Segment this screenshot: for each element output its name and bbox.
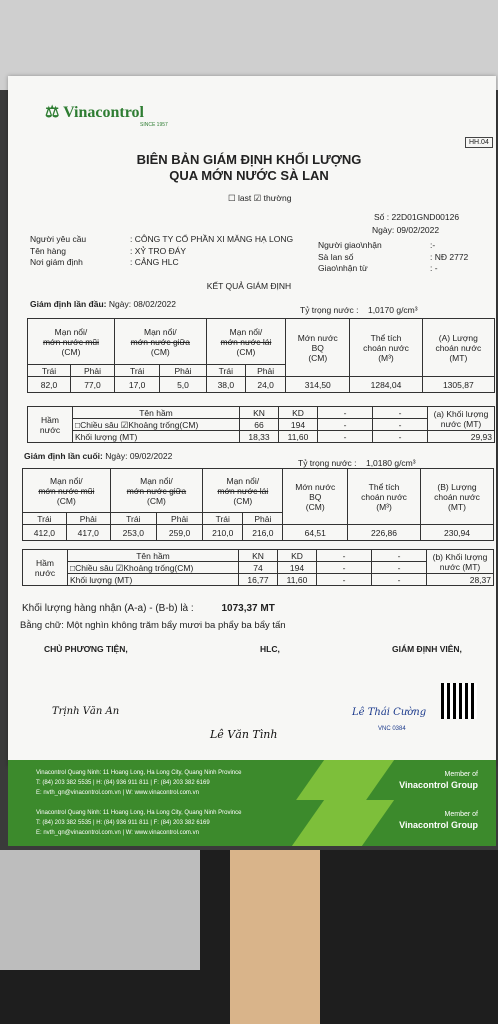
value-cell: 216,0 bbox=[243, 525, 283, 541]
value-cell: 210,0 bbox=[203, 525, 243, 541]
col-volume: Thể tích choán nước (M³) bbox=[350, 319, 422, 377]
value-cell: 77,0 bbox=[71, 377, 115, 393]
first-heading: Giám định lần đầu: Ngày: 08/02/2022 bbox=[30, 299, 176, 309]
form-code: HH.04 bbox=[465, 137, 493, 148]
col-bq: Mớn nước BQ (CM) bbox=[286, 319, 350, 377]
value-cell: 82,0 bbox=[28, 377, 71, 393]
first-density: Tỷ trọng nước : 1,0170 g/cm³ bbox=[300, 305, 418, 315]
value-cell: 64,51 bbox=[283, 525, 348, 541]
footer-member: Member of Vinacontrol Group bbox=[399, 771, 478, 790]
option-row: ☐ last ☑ thường bbox=[228, 193, 292, 203]
info-labels-right: Người giao\nhận Sà lan số Giao\nhận từ bbox=[318, 240, 382, 273]
depth-kn: 74 bbox=[239, 562, 278, 574]
weight-kd: 11,60 bbox=[279, 431, 318, 443]
hold-name-header: Tên hầm bbox=[73, 407, 240, 419]
cell-left: Trái bbox=[110, 513, 156, 525]
water-label: (a) Khối lượng nước (MT) bbox=[428, 407, 495, 431]
value-cell: 253,0 bbox=[110, 525, 156, 541]
footer-contact: Vinacontrol Quang Ninh: 11 Hoang Long, Ha Long City, Quang Ninh Province T: (84) 203 382 5535 | H: (84) 936 911 811 | F: (84) 203 382 6169 E: nvth_qn@vinacontrol.com.vn | W: www.vinacontrol.com.vn bbox=[36, 810, 242, 836]
col-aft: Mạn nổi/ mớn nước lái (CM) bbox=[203, 469, 283, 513]
background-floor bbox=[230, 850, 320, 1024]
footer-stripe bbox=[292, 800, 394, 846]
cell-right: Phải bbox=[66, 513, 110, 525]
dash-cell: - bbox=[372, 550, 427, 562]
cell-right: Phải bbox=[246, 365, 286, 377]
cell-right: Phải bbox=[156, 513, 202, 525]
dash-cell: - bbox=[318, 407, 373, 419]
doc-title-line1: BIÊN BẢN GIÁM ĐỊNH KHỐI LƯỢNG bbox=[136, 152, 362, 167]
result-heading: KẾT QUẢ GIÁM ĐỊNH bbox=[206, 281, 292, 291]
footer-band-2 bbox=[8, 800, 496, 846]
info-values: : CÔNG TY CỔ PHẦN XI MĂNG HẠ LONG : XỶ TRO ĐÁY : CẢNG HLC bbox=[130, 234, 294, 267]
checkbox-checked-icon: ☑ bbox=[253, 193, 262, 203]
value-cell: 38,0 bbox=[206, 377, 245, 393]
value-cell: 1305,87 bbox=[422, 377, 494, 393]
weight-label: Khối lượng (MT) bbox=[68, 574, 239, 586]
weight-kd: 11,60 bbox=[278, 574, 317, 586]
cell-right: Phải bbox=[160, 365, 206, 377]
value-cell: 417,0 bbox=[66, 525, 110, 541]
depth-label: □Chiều sâu ☑Khoảng trống(CM) bbox=[73, 419, 240, 431]
col-mid: Mạn nổi/ mớn nước giữa (CM) bbox=[114, 319, 206, 365]
depth-label: □Chiều sâu ☑Khoảng trống(CM) bbox=[68, 562, 239, 574]
inspector-signature: Lê Thái Cường bbox=[352, 707, 427, 718]
footer-contact: Vinacontrol Quang Ninh: 11 Hoang Long, Ha Long City, Quang Ninh Province T: (84) 203 382 5535 | H: (84) 936 911 811 | F: (84) 203 382 6169 E: nvth_qn@vinacontrol.com.vn | W: www.vinacontrol.com.vn bbox=[36, 770, 242, 796]
first-hold-table bbox=[27, 406, 495, 443]
value-cell: 5,0 bbox=[160, 377, 206, 393]
weight-kn: 16,77 bbox=[239, 574, 278, 586]
company-logo: ⚖ Vinacontrol bbox=[45, 104, 144, 121]
dash-cell: - bbox=[318, 431, 373, 443]
cell-right: Phải bbox=[243, 513, 283, 525]
qr-code-icon bbox=[441, 683, 477, 719]
logo-since: SINCE 1957 bbox=[140, 122, 168, 128]
weight-kn: 18,33 bbox=[240, 431, 279, 443]
owner-signature: Trịnh Văn An bbox=[52, 706, 120, 717]
kn-header: KN bbox=[239, 550, 278, 562]
value-cell: 1284,04 bbox=[350, 377, 422, 393]
last-hold-table bbox=[22, 549, 494, 586]
cell-left: Trái bbox=[23, 513, 67, 525]
owner-label: CHỦ PHƯƠNG TIỆN, bbox=[44, 644, 128, 654]
dash-cell: - bbox=[373, 419, 428, 431]
col-aft: Mạn nổi/ mớn nước lái (CM) bbox=[206, 319, 286, 365]
col-mid: Mạn nổi/ mớn nước giữa (CM) bbox=[110, 469, 203, 513]
info-labels: Người yêu cầu Tên hàng Nơi giám định bbox=[30, 234, 87, 267]
dash-cell: - bbox=[373, 407, 428, 419]
background-chair bbox=[0, 850, 200, 970]
depth-kn: 66 bbox=[240, 419, 279, 431]
hold-label: Hầm nước bbox=[28, 407, 73, 443]
col-volume: Thể tích choán nước (M³) bbox=[348, 469, 421, 525]
kd-header: KD bbox=[278, 550, 317, 562]
dash-cell: - bbox=[317, 550, 372, 562]
cell-left: Trái bbox=[114, 365, 159, 377]
dash-cell: - bbox=[317, 562, 372, 574]
col-fore: Mạn nổi/ mớn nước mũi (CM) bbox=[23, 469, 111, 513]
value-cell: 17,0 bbox=[114, 377, 159, 393]
hold-label: Hầm nước bbox=[23, 550, 68, 586]
inspector-stamp: VNC 0384 bbox=[378, 726, 406, 732]
checkbox-empty-icon: ☐ bbox=[228, 193, 236, 203]
footer-member: Member of Vinacontrol Group bbox=[399, 811, 478, 830]
received-weight: Khối lượng hàng nhận (A-a) - (B-b) là : 1073,37 MT bbox=[22, 603, 275, 614]
water-label: (b) Khối lượng nước (MT) bbox=[427, 550, 494, 574]
value-cell: 412,0 bbox=[23, 525, 67, 541]
cell-left: Trái bbox=[206, 365, 245, 377]
depth-kd: 194 bbox=[278, 562, 317, 574]
dash-cell: - bbox=[373, 431, 428, 443]
info-values-right: :- : NĐ 2772 : - bbox=[430, 240, 469, 273]
amount-in-words: Bằng chữ: Một nghìn không trăm bẩy mươi ba phẩy ba bẩy tấn bbox=[20, 620, 286, 631]
col-fore: Mạn nổi/ mớn nước mũi (CM) bbox=[28, 319, 115, 365]
col-displacement: (B) Lượng choán nước (MT) bbox=[420, 469, 493, 525]
dash-cell: - bbox=[318, 419, 373, 431]
doc-number: Số : 22D01GND00126 bbox=[374, 212, 460, 222]
doc-date: Ngày: 09/02/2022 bbox=[372, 225, 440, 235]
value-cell: 259,0 bbox=[156, 525, 202, 541]
value-cell: 314,50 bbox=[286, 377, 350, 393]
kd-header: KD bbox=[279, 407, 318, 419]
water-value: 29,93 bbox=[428, 431, 495, 443]
hlc-signature: Lê Văn Tình bbox=[210, 728, 278, 741]
doc-title-line2: QUA MỚN NƯỚC SÀ LAN bbox=[169, 168, 329, 183]
water-value: 28,37 bbox=[427, 574, 494, 586]
first-draft-table bbox=[27, 318, 495, 393]
last-draft-table bbox=[22, 468, 494, 541]
cell-left: Trái bbox=[28, 365, 71, 377]
inspector-label: GIÁM ĐỊNH VIÊN, bbox=[392, 644, 462, 654]
weight-label: Khối lượng (MT) bbox=[73, 431, 240, 443]
cell-left: Trái bbox=[203, 513, 243, 525]
value-cell: 24,0 bbox=[246, 377, 286, 393]
dash-cell: - bbox=[372, 574, 427, 586]
dash-cell: - bbox=[317, 574, 372, 586]
col-displacement: (A) Lượng choán nước (MT) bbox=[422, 319, 494, 377]
dash-cell: - bbox=[372, 562, 427, 574]
hold-name-header: Tên hầm bbox=[68, 550, 239, 562]
last-density: Tỷ trọng nước : 1,0180 g/cm³ bbox=[298, 458, 416, 468]
value-cell: 230,94 bbox=[420, 525, 493, 541]
kn-header: KN bbox=[240, 407, 279, 419]
col-bq: Mớn nước BQ (CM) bbox=[283, 469, 348, 525]
value-cell: 226,86 bbox=[348, 525, 421, 541]
last-heading: Giám định lần cuối: Ngày: 09/02/2022 bbox=[24, 451, 173, 461]
cell-right: Phải bbox=[71, 365, 115, 377]
depth-kd: 194 bbox=[279, 419, 318, 431]
hlc-label: HLC, bbox=[260, 644, 280, 654]
